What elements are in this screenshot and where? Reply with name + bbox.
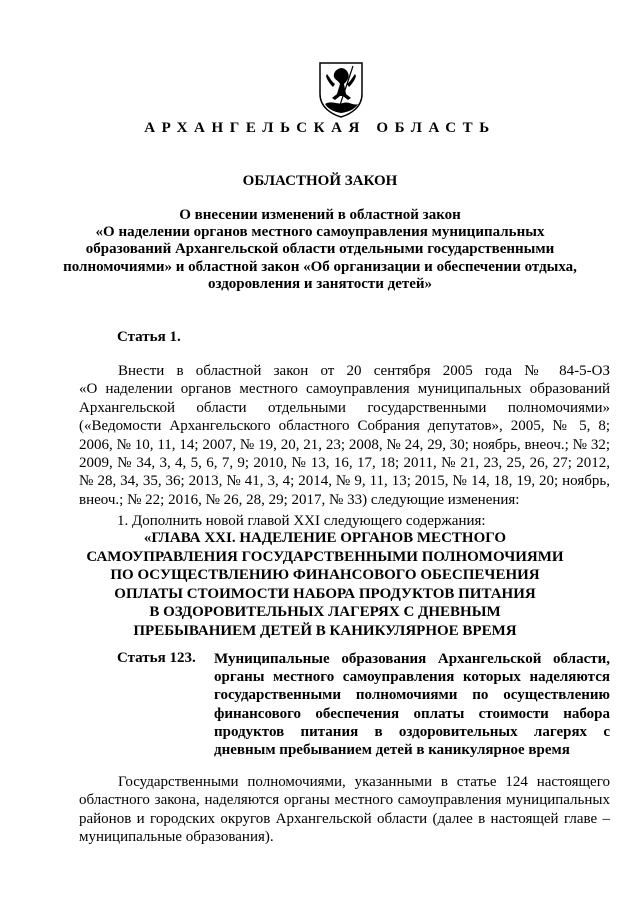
paragraph-line: районов и городских округов Архангельской области (далее в настоящей главе – bbox=[79, 810, 610, 827]
paragraph-line: Государственными полномочиями, указанными в статье 124 настоящего bbox=[118, 774, 610, 790]
document-type: ОБЛАСТНОЙ ЗАКОН bbox=[242, 173, 398, 189]
article-123-title bbox=[214, 650, 610, 759]
paragraph-line: № 28, 34, 35, 36; 2013, № 41, 3, 4; 2014, № 9, 11, 13; 2015, № 14, 18, 19, 20; ноябрь, bbox=[79, 473, 610, 490]
paragraph-line: 2009, № 34, 3, 4, 5, 6, 7, 9; 2010, № 13, 16, 17, 18; 2011, № 21, 23, 25, 26, 27; 2012, bbox=[79, 454, 610, 471]
paragraph-line: «О наделении органов местного самоуправления муниципальных образований bbox=[79, 381, 610, 398]
document-title bbox=[60, 207, 580, 293]
archangel-coat-of-arms-icon bbox=[317, 60, 365, 118]
article-123-paragraph bbox=[79, 773, 610, 847]
paragraph-line: Внести в областной закон от 20 сентября 2005 года № 84-5-ОЗ bbox=[118, 363, 610, 379]
region-name: АРХАНГЕЛЬСКАЯ ОБЛАСТЬ bbox=[144, 120, 496, 136]
chapter-line: ПО ОСУЩЕСТВЛЕНИЮ ФИНАНСОВОГО ОБЕСПЕЧЕНИЯ bbox=[110, 567, 540, 583]
chapter-line: САМОУПРАВЛЕНИЯ ГОСУДАРСТВЕННЫМИ ПОЛНОМОЧИЯМИ bbox=[86, 548, 564, 565]
chapter-line: «ГЛАВА XXI. НАДЕЛЕНИЕ ОРГАНОВ МЕСТНОГО bbox=[143, 530, 507, 546]
paragraph-line: областного закона, наделяются органы местного самоуправления муниципальных bbox=[79, 792, 610, 809]
paragraph-line: муниципальные образования). bbox=[79, 829, 274, 846]
article-title-line: финансового обеспечения оплаты стоимости набора bbox=[214, 705, 610, 722]
title-line: образований Архангельской области отдельными государственными bbox=[85, 241, 555, 258]
article-title-line: государственными полномочиями по осуществлению bbox=[214, 687, 610, 704]
title-line: полномочиями» и областной закон «Об организации и обеспечении отдыха, bbox=[63, 258, 577, 275]
article-1-paragraph bbox=[79, 362, 610, 509]
article-title-line: дневным пребыванием детей в каникулярное время bbox=[214, 741, 570, 758]
paragraph-line: Архангельской области отдельными государственными полномочиями» bbox=[79, 399, 610, 416]
amendment-item-1: 1. Дополнить новой главой XXI следующего содержания: bbox=[117, 513, 486, 529]
title-line: «О наделении органов местного самоуправления муниципальных bbox=[95, 224, 545, 241]
paragraph-line: («Ведомости Архангельского областного Собрания депутатов», 2005, № 5, 8; bbox=[79, 418, 610, 435]
chapter-line: ПРЕБЫВАНИЕМ ДЕТЕЙ В КАНИКУЛЯРНОЕ ВРЕМЯ bbox=[133, 622, 517, 639]
article-1-heading: Статья 1. bbox=[117, 329, 181, 345]
paragraph-line: внеоч.; № 22; 2016, № 26, 28, 29; 2017, № 33) следующие изменения: bbox=[79, 491, 520, 508]
chapter-line: ОПЛАТЫ СТОИМОСТИ НАБОРА ПРОДУКТОВ ПИТАНИЯ bbox=[114, 585, 536, 602]
chapter-heading bbox=[60, 529, 590, 640]
article-title-line: продуктов питания в оздоровительных лагерях с bbox=[214, 723, 610, 740]
title-line: О внесении изменений в областной закон bbox=[179, 207, 461, 223]
title-line: оздоровления и занятости детей» bbox=[207, 275, 433, 292]
article-title-line: Муниципальные образования Архангельской области, bbox=[214, 651, 610, 667]
article-123-label: Статья 123. bbox=[117, 650, 196, 666]
chapter-line: В ОЗДОРОВИТЕЛЬНЫХ ЛАГЕРЯХ С ДНЕВНЫМ bbox=[149, 604, 501, 620]
paragraph-line: 2006, № 10, 11, 14; 2007, № 19, 20, 21, 23; 2008, № 24, 29, 30; ноябрь, внеоч.; № 32; bbox=[79, 436, 610, 453]
article-title-line: органы местного самоуправления которых наделяются bbox=[214, 669, 610, 686]
